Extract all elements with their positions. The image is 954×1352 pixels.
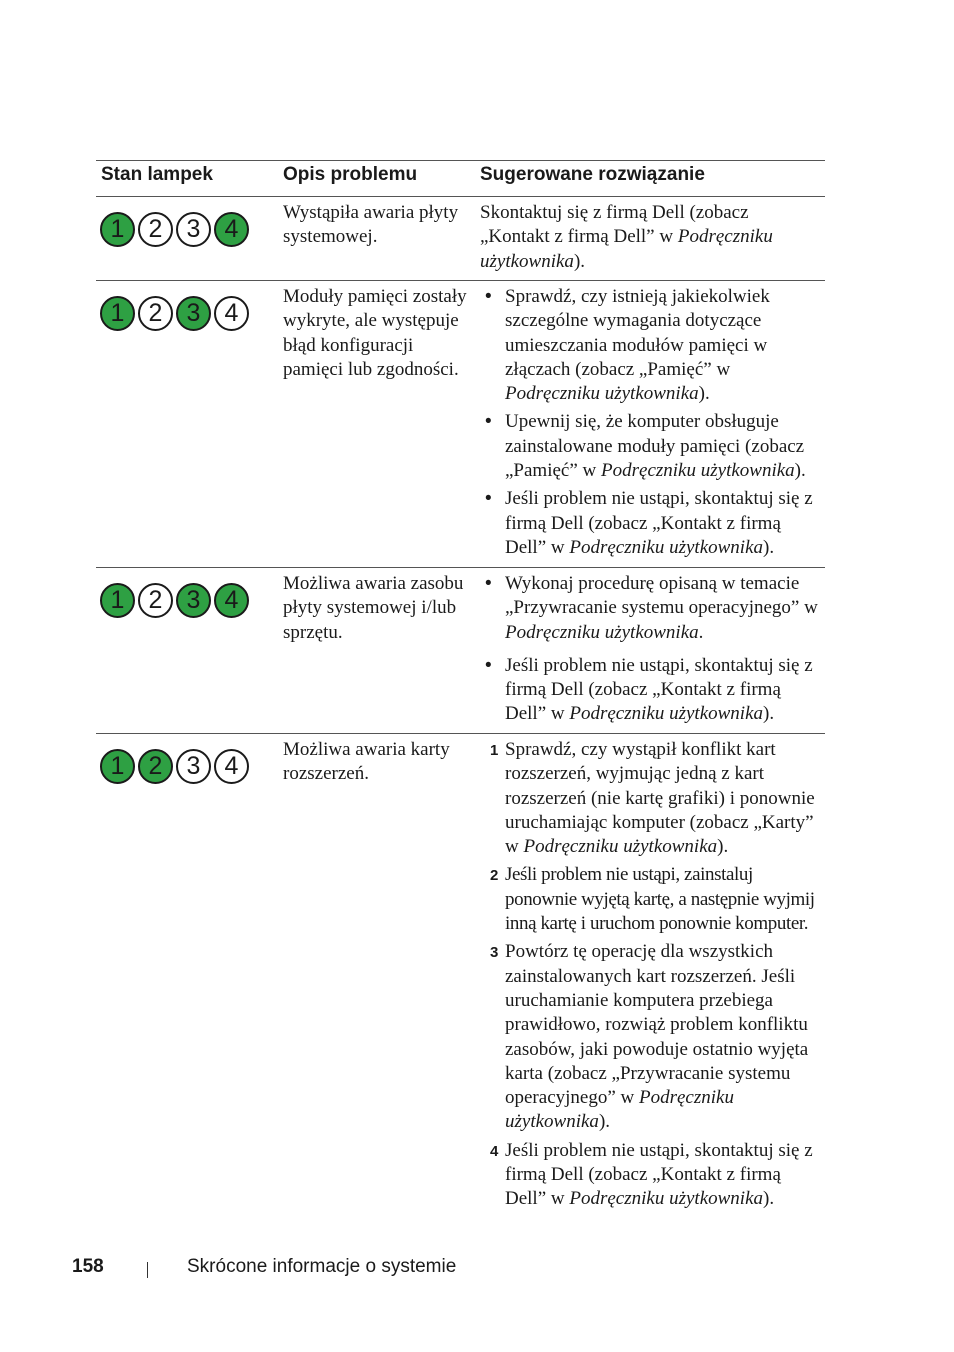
- list-item: [480, 654, 820, 727]
- led-4: 4: [214, 296, 249, 331]
- manual-reference: Podręczniku użytkownika: [569, 703, 764, 725]
- led-1: 1: [100, 583, 135, 618]
- table-top-rule: [96, 160, 825, 161]
- item-text: Powtórz tę operację dla wszystkich zainstalowanych kart rozszerzeń. Jeśli uruchamianie komputera przebiega prawidłowo, rozwiąż problem konfliktu zasobów, jaki powoduje ostatnio wyjęta karta (zobacz „Przywracanie systemu operacyjnego” w: [505, 941, 809, 1109]
- manual-reference: Podręczniku użytkownika: [505, 621, 699, 643]
- list-item: [480, 738, 820, 859]
- solution-text-part: ).: [573, 250, 586, 272]
- led-3: 3: [176, 212, 211, 247]
- item-text: Jeśli problem nie ustąpi, zainstaluj ponownie wyjętą kartę, a następnie wyjmij inną kartę i uruchom ponownie komputer.: [505, 864, 815, 935]
- row-rule: [96, 567, 825, 568]
- item-text: ).: [698, 383, 710, 405]
- manual-reference: Podręczniku użytkownika: [569, 1188, 764, 1210]
- led-3: 3: [176, 749, 211, 784]
- header-suggested-solution: Sugerowane rozwiązanie: [480, 164, 705, 185]
- led-2: 2: [138, 749, 173, 784]
- led-indicators: [100, 212, 249, 247]
- led-4: 4: [214, 749, 249, 784]
- list-item: [480, 410, 820, 483]
- led-1: 1: [100, 296, 135, 331]
- item-text: ).: [717, 836, 729, 858]
- solution-steps: [480, 738, 820, 1212]
- item-text: Sprawdź, czy istnieją jakiekolwiek szczególne wymagania dotyczące umieszczania modułów pamięci w złączach (zobacz „Pamięć” w: [505, 286, 770, 380]
- led-indicators: [100, 583, 249, 618]
- item-text: ).: [763, 536, 775, 558]
- led-indicators: [100, 296, 249, 331]
- solution-text-part: Skontaktuj się z firmą Dell (zobacz „Kontakt z firmą Dell” w: [480, 202, 749, 248]
- manual-reference: Podręczniku użytkownika: [569, 536, 764, 558]
- item-text: Jeśli problem nie ustąpi, skontaktuj się z firmą Dell (zobacz „Kontakt z firmą Dell” w: [505, 1139, 813, 1210]
- bullet-marker: •: [485, 573, 492, 594]
- problem-description: Możliwa awaria zasobu płyty systemowej i/lub sprzętu.: [283, 573, 464, 643]
- led-1: 1: [100, 212, 135, 247]
- item-text: ).: [763, 1188, 775, 1210]
- item-text: ).: [763, 703, 775, 725]
- page-number: 158: [72, 1256, 104, 1277]
- list-item: [480, 940, 820, 1134]
- problem-description: Wystąpiła awaria płyty systemowej.: [283, 202, 459, 248]
- item-text: .: [698, 621, 704, 643]
- item-text: ).: [794, 460, 806, 482]
- header-problem-description: Opis problemu: [283, 164, 418, 185]
- item-text: Jeśli problem nie ustąpi, skontaktuj się z firmą Dell (zobacz „Kontakt z firmą Dell” w: [505, 488, 813, 558]
- item-text: Jeśli problem nie ustąpi, skontaktuj się z firmą Dell (zobacz „Kontakt z firmą Dell” w: [505, 654, 813, 725]
- led-2: 2: [138, 296, 173, 331]
- footer-section-title: Skrócone informacje o systemie: [187, 1256, 457, 1277]
- led-3: 3: [176, 296, 211, 331]
- led-4: 4: [214, 212, 249, 247]
- bullet-marker: •: [485, 654, 492, 676]
- step-number: 4: [490, 1142, 499, 1160]
- bullet-marker: •: [485, 488, 492, 510]
- led-4: 4: [214, 583, 249, 618]
- list-item: [480, 863, 820, 936]
- led-indicators: [100, 749, 249, 784]
- led-2: 2: [138, 583, 173, 618]
- solution-text: [480, 201, 820, 274]
- list-item: [480, 285, 820, 406]
- row-rule: [96, 280, 825, 281]
- item-text: Upewnij się, że komputer obsługuje zainstalowane moduły pamięci (zobacz „Pamięć” w: [505, 411, 805, 482]
- solution-list: [480, 572, 820, 727]
- item-text: Sprawdź, czy wystąpił konflikt kart rozszerzeń, wyjmując jedną z kart rozszerzeń (nie kartę grafiki) i ponownie uruchamiając komputer (zobacz „Karty” w: [505, 739, 815, 858]
- item-text: ).: [598, 1111, 611, 1133]
- manual-reference: Podręczniku użytkownika: [523, 836, 718, 858]
- manual-reference: Podręczniku użytkownika: [505, 1087, 734, 1133]
- problem-description: Możliwa awaria karty rozszerzeń.: [283, 739, 450, 785]
- step-number: 3: [490, 944, 499, 962]
- list-item: [480, 572, 820, 645]
- row-rule: [96, 733, 825, 734]
- step-number: 1: [490, 742, 499, 759]
- led-3: 3: [176, 583, 211, 618]
- bullet-marker: •: [485, 286, 492, 307]
- list-item: [480, 1139, 820, 1212]
- item-text: Wykonaj procedurę opisaną w temacie „Przywracanie systemu operacyjnego” w: [505, 573, 818, 619]
- list-item: [480, 487, 820, 560]
- bullet-marker: •: [485, 411, 492, 433]
- solution-list: [480, 285, 820, 560]
- led-1: 1: [100, 749, 135, 784]
- led-2: 2: [138, 212, 173, 247]
- footer-divider: [147, 1262, 148, 1278]
- problem-description: Moduły pamięci zostały wykryte, ale występuje błąd konfiguracji pamięci lub zgodności.: [283, 286, 467, 380]
- manual-reference: Podręczniku użytkownika: [601, 460, 795, 482]
- header-rule: [96, 196, 825, 197]
- manual-reference: Podręczniku użytkownika: [480, 226, 773, 272]
- step-number: 2: [490, 867, 499, 885]
- manual-reference: Podręczniku użytkownika: [505, 383, 699, 405]
- header-led-status: Stan lampek: [101, 164, 213, 185]
